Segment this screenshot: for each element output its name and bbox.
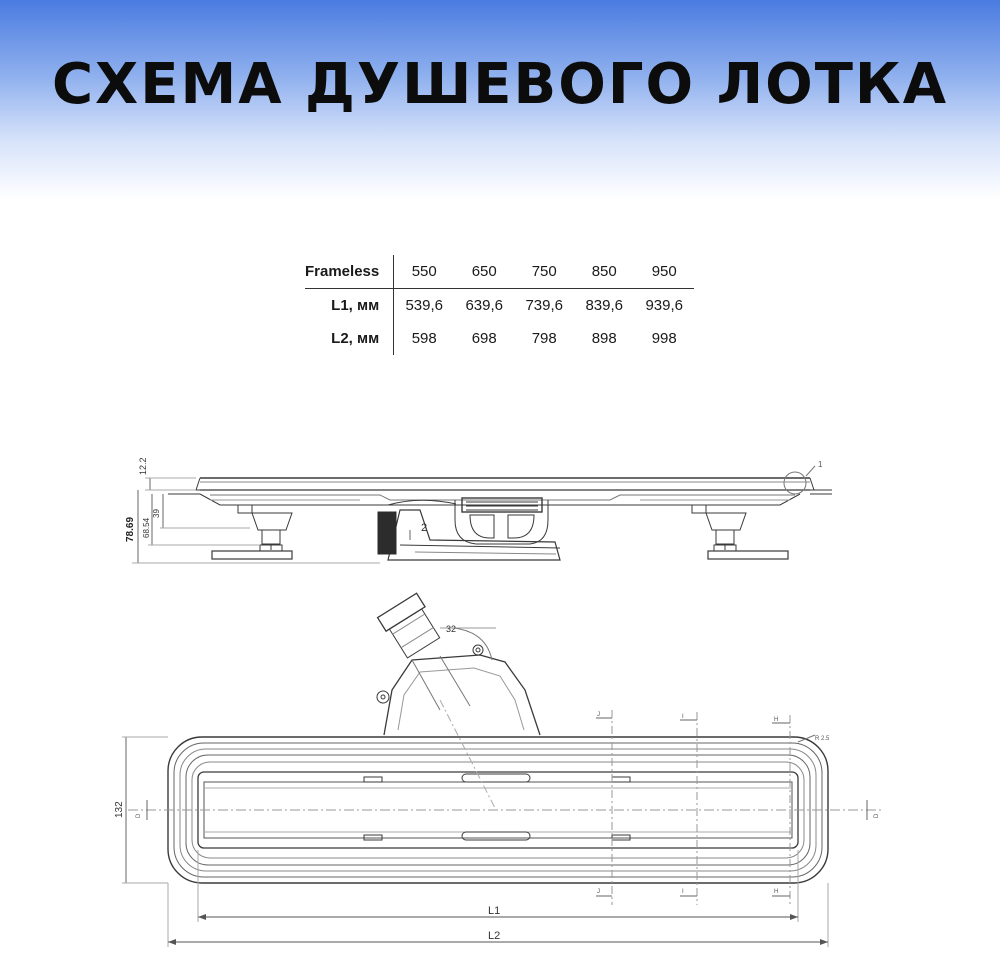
table-cell: 850 bbox=[574, 255, 634, 289]
table-cell: 998 bbox=[651, 330, 677, 347]
table-cell: 598 bbox=[411, 330, 437, 347]
dim-outlet-diameter: 32 bbox=[446, 624, 457, 634]
section-j-bottom: J bbox=[597, 889, 600, 895]
table-cell: 650 bbox=[454, 255, 514, 289]
dim-total-height: 78.69 bbox=[125, 516, 136, 542]
dim-top-gap: 12.2 bbox=[138, 457, 148, 475]
table-cell: 950 bbox=[634, 255, 694, 289]
table-cell: 898 bbox=[591, 330, 617, 347]
section-i-top: I bbox=[682, 714, 684, 720]
dim-l2: L2 bbox=[488, 930, 501, 942]
table-cell: 550 bbox=[394, 255, 455, 289]
table-cell: 639,6 bbox=[465, 297, 503, 314]
table-row bbox=[305, 289, 694, 323]
dim-mid-height: 39 bbox=[152, 509, 161, 518]
table-cell: 839,6 bbox=[585, 297, 623, 314]
section-d-left: D bbox=[136, 813, 142, 818]
dim-l1: L1 bbox=[488, 905, 501, 917]
row-label: L2, мм bbox=[305, 322, 394, 355]
side-view bbox=[125, 457, 832, 563]
top-view bbox=[114, 593, 882, 947]
table-cell: 750 bbox=[514, 255, 574, 289]
section-h-bottom: H bbox=[774, 889, 779, 895]
dim-pipe-gap: 2 bbox=[421, 522, 428, 534]
section-h-top: H bbox=[774, 717, 779, 723]
size-table bbox=[305, 255, 694, 355]
dim-width: 132 bbox=[114, 801, 125, 818]
table-row bbox=[305, 322, 694, 355]
section-j-top: J bbox=[597, 712, 600, 718]
table-cell: 939,6 bbox=[645, 297, 683, 314]
section-i-bottom: I bbox=[682, 889, 684, 895]
radius-label: R 2.5 bbox=[815, 736, 830, 742]
row-label: Frameless bbox=[305, 255, 394, 289]
table-cell: 739,6 bbox=[525, 297, 563, 314]
page-title: СХЕМА ДУШЕВОГО ЛОТКА bbox=[51, 52, 949, 117]
row-label: L1, мм bbox=[305, 289, 394, 323]
table-cell: 539,6 bbox=[405, 297, 443, 314]
dim-inner-height: 68.54 bbox=[142, 517, 151, 538]
section-d-right: D bbox=[874, 813, 880, 818]
table-cell: 698 bbox=[471, 330, 497, 347]
table-row bbox=[305, 255, 694, 289]
technical-drawing bbox=[0, 440, 1000, 976]
table-cell: 798 bbox=[531, 330, 557, 347]
detail-ref-label: 1 bbox=[818, 460, 823, 469]
